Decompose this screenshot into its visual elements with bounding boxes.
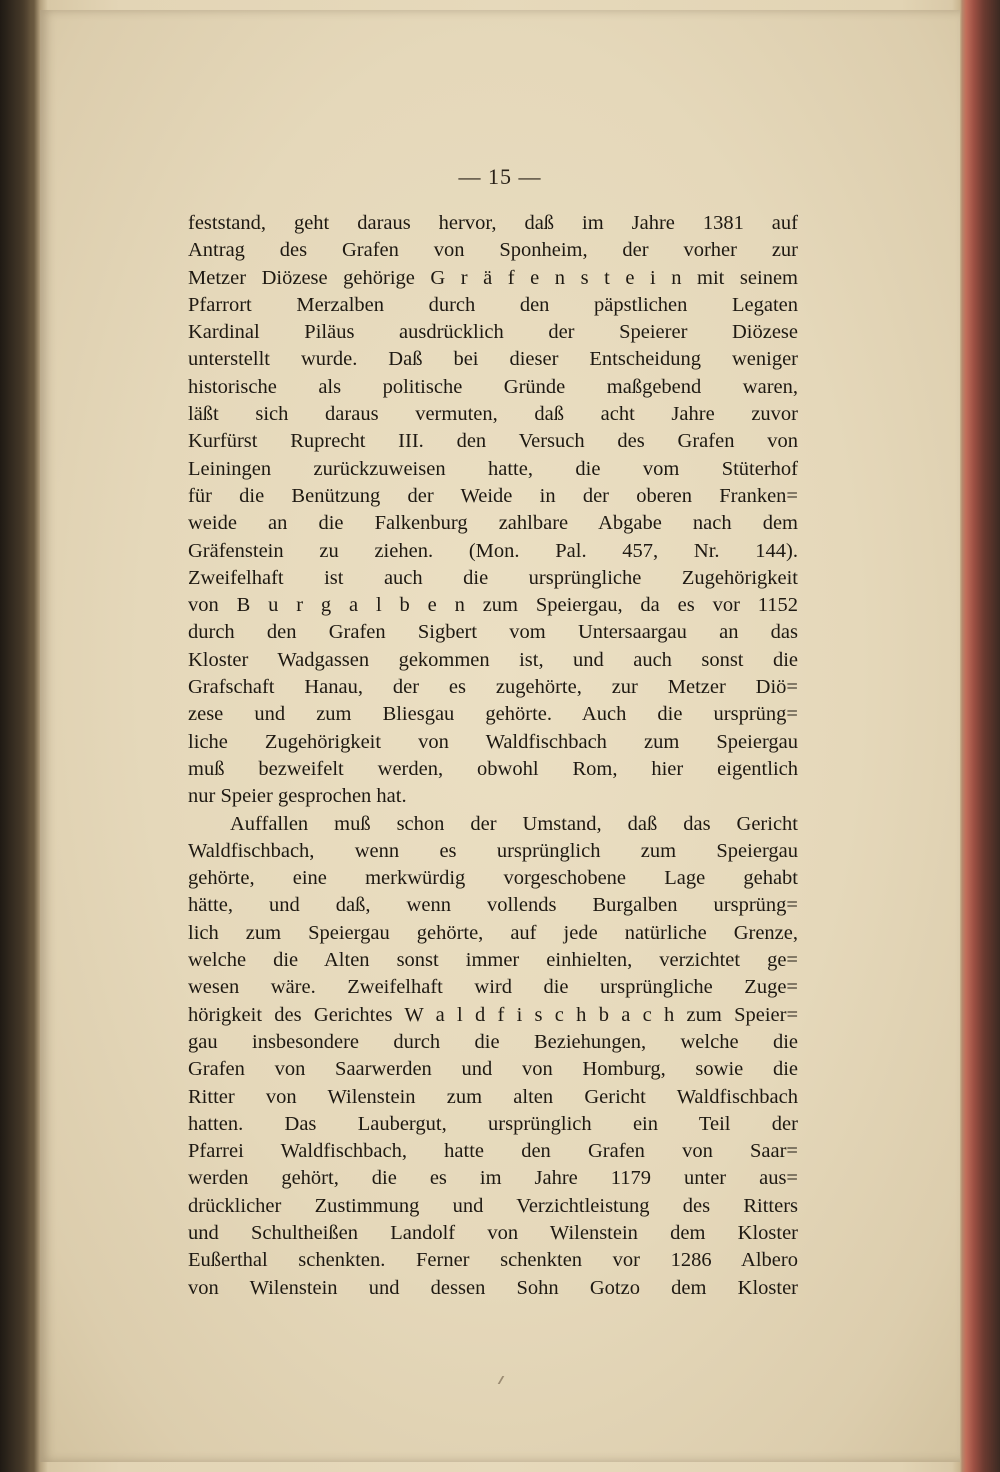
text-line: Zweifelhaft ist auch die ursprüngliche Zugehörigkeit xyxy=(188,566,798,589)
text-line: zese und zum Bliesgau gehörte. Auch die ursprüng= xyxy=(188,703,798,726)
text-line: hörigkeit des Gerichtes W a l d f i s c h b a c h zum Speier= xyxy=(188,1003,798,1026)
text-line: Kardinal Piläus ausdrücklich der Speierer Diözese xyxy=(188,321,798,344)
text-line: Eußerthal schenkten. Ferner schenkten vor 1286 Albero xyxy=(188,1249,798,1272)
text-line: Kloster Wadgassen gekommen ist, und auch sonst die xyxy=(188,648,798,671)
text-line: welche die Alten sonst immer einhielten, verzichtet ge= xyxy=(188,949,798,972)
text-line: wesen wäre. Zweifelhaft wird die ursprüngliche Zuge= xyxy=(188,976,798,999)
text-line: liche Zugehörigkeit von Waldfischbach zum Speiergau xyxy=(188,730,798,753)
ink-mark xyxy=(498,1376,515,1384)
text-line: Ritter von Wilenstein zum alten Gericht Waldfischbach xyxy=(188,1085,798,1108)
text-line: von Wilenstein und dessen Sohn Gotzo dem Kloster xyxy=(188,1276,798,1299)
text-line: Grafschaft Hanau, der es zugehörte, zur Metzer Diö= xyxy=(188,676,798,699)
text-line: Kurfürst Ruprecht III. den Versuch des Grafen von xyxy=(188,430,798,453)
text-line: Auffallen muß schon der Umstand, daß das Gericht xyxy=(230,812,798,835)
text-line: für die Benützung der Weide in der oberen Franken= xyxy=(188,484,798,507)
text-line: werden gehört, die es im Jahre 1179 unter aus= xyxy=(188,1167,798,1190)
text-line: Waldfischbach, wenn es ursprünglich zum Speiergau xyxy=(188,839,798,862)
text-line: lich zum Speiergau gehörte, auf jede natürliche Grenze, xyxy=(188,921,798,944)
text-line: weide an die Falkenburg zahlbare Abgabe nach dem xyxy=(188,512,798,535)
text-line: durch den Grafen Sigbert vom Untersaargau an das xyxy=(188,621,798,644)
text-line: Gräfenstein zu ziehen. (Mon. Pal. 457, Nr. 144). xyxy=(188,539,798,562)
body-text xyxy=(188,210,798,1302)
book-binding-edge xyxy=(0,0,30,1472)
text-line: gau insbesondere durch die Beziehungen, welche die xyxy=(188,1030,798,1053)
text-line: hätte, und daß, wenn vollends Burgalben ursprüng= xyxy=(188,894,798,917)
text-line: läßt sich daraus vermuten, daß acht Jahre zuvor xyxy=(188,403,798,426)
page-sheet xyxy=(40,10,960,1462)
text-line: Pfarrei Waldfischbach, hatte den Grafen von Saar= xyxy=(188,1140,798,1163)
text-line: nur Speier gesprochen hat. xyxy=(188,785,407,808)
page-number: — 15 — xyxy=(458,164,542,189)
text-line: Pfarrort Merzalben durch den päpstlichen Legaten xyxy=(188,293,798,316)
text-line: muß bezweifelt werden, obwohl Rom, hier eigentlich xyxy=(188,757,798,780)
text-line: Antrag des Grafen von Sponheim, der vorher zur xyxy=(188,239,798,262)
text-line: Grafen von Saarwerden und von Homburg, sowie die xyxy=(188,1058,798,1081)
text-line: von B u r g a l b e n zum Speiergau, da es vor 1152 xyxy=(188,594,798,617)
text-line: unterstellt wurde. Daß bei dieser Entscheidung weniger xyxy=(188,348,798,371)
text-line: und Schultheißen Landolf von Wilenstein dem Kloster xyxy=(188,1221,798,1244)
text-line: hatten. Das Laubergut, ursprünglich ein Teil der xyxy=(188,1112,798,1135)
text-line: historische als politische Gründe maßgebend waren, xyxy=(188,375,798,398)
text-line: feststand, geht daraus hervor, daß im Jahre 1381 auf xyxy=(188,212,798,234)
text-line: gehörte, eine merkwürdig vorgeschobene Lage gehabt xyxy=(188,867,798,890)
text-line: Metzer Diözese gehörige G r ä f e n s t e i n mit seinem xyxy=(188,266,798,289)
text-line: Leiningen zurückzuweisen hatte, die vom Stüterhof xyxy=(188,457,798,480)
text-line: drücklicher Zustimmung und Verzichtleistung des Ritters xyxy=(188,1194,798,1217)
